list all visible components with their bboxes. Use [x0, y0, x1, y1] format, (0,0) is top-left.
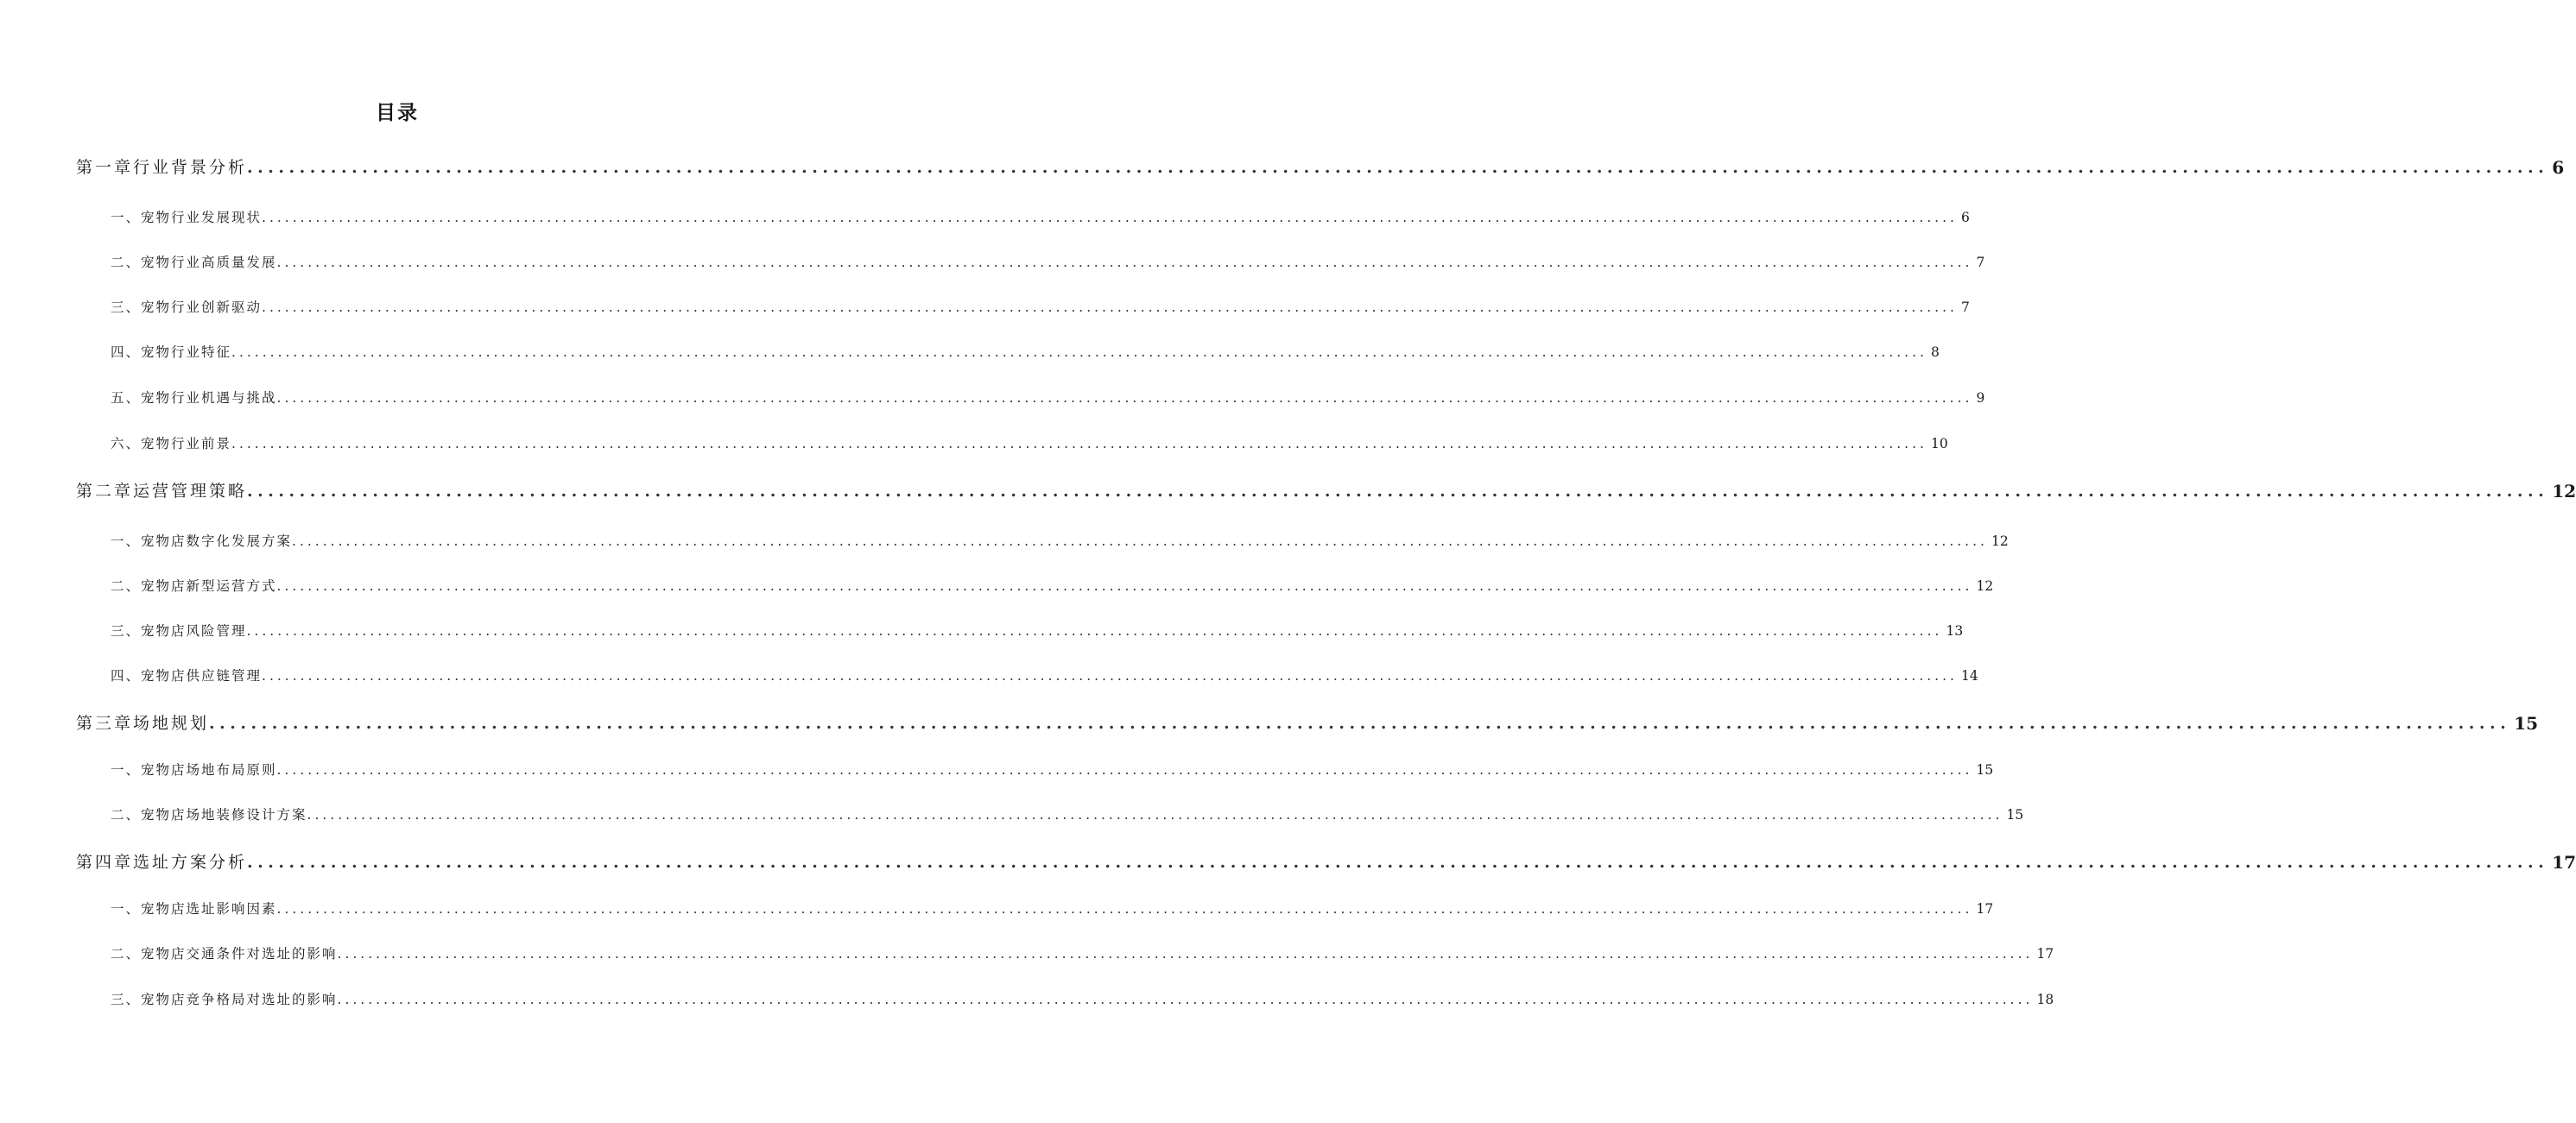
toc-page-number: 8 [1930, 344, 1940, 360]
toc-leader-dots: ............................................................................................................................................................................................................................ [276, 900, 1973, 917]
toc-title: 目录 [376, 102, 419, 124]
toc-section[interactable] [111, 574, 1994, 595]
toc-page-number: 13 [1946, 622, 1964, 639]
toc-entry-label: 一、宠物行业发展现状 [111, 209, 263, 225]
toc-entry-label: 三、宠物行业创新驱动 [111, 299, 263, 315]
toc-leader-dots: ............................................................................................................................................................................................................................ [247, 853, 2549, 872]
toc-section[interactable] [111, 987, 2054, 1008]
toc-entry-label: 三、宠物店竞争格局对选址的影响 [111, 991, 338, 1007]
toc-leader-dots: ............................................................................................................................................................................................................................ [337, 991, 2034, 1007]
toc-chapter[interactable] [76, 154, 2565, 178]
toc-page-number: 15 [2514, 713, 2539, 734]
toc-entry-label: 二、宠物店交通条件对选址的影响 [111, 945, 338, 962]
toc-entry-label: 第一章行业背景分析 [76, 158, 248, 177]
toc-section[interactable] [111, 340, 1940, 361]
toc-page-number: 12 [1976, 577, 1994, 594]
toc-entry-label: 二、宠物店新型运营方式 [111, 577, 277, 594]
toc-leader-dots: ............................................................................................................................................................................................................................ [262, 209, 1958, 225]
toc-section[interactable] [111, 205, 1970, 226]
toc-section[interactable] [111, 942, 2054, 962]
toc-leader-dots: ............................................................................................................................................................................................................................ [307, 806, 2003, 823]
toc-page-number: 17 [2552, 852, 2576, 873]
toc-page-number: 7 [1976, 254, 1985, 270]
toc-section[interactable] [111, 529, 2009, 550]
toc-leader-dots: ............................................................................................................................................................................................................................ [276, 577, 1973, 594]
toc-section[interactable] [111, 386, 1985, 407]
toc-page-number: 12 [1991, 533, 2009, 549]
toc-page-number: 18 [2036, 991, 2054, 1007]
toc-page-number: 17 [2036, 945, 2054, 962]
toc-entry-label: 五、宠物行业机遇与挑战 [111, 389, 277, 406]
toc-section[interactable] [111, 664, 1978, 685]
toc-leader-dots: ............................................................................................................................................................................................................................ [231, 435, 1927, 451]
toc-page-number: 6 [2552, 157, 2565, 178]
toc-leader-dots: ............................................................................................................................................................................................................................ [276, 761, 1973, 778]
toc-leader-dots: ............................................................................................................................................................................................................................ [292, 533, 1988, 549]
toc-entry-label: 二、宠物店场地装修设计方案 [111, 806, 307, 823]
toc-chapter[interactable] [76, 477, 2576, 502]
toc-leader-dots: ............................................................................................................................................................................................................................ [246, 622, 1943, 639]
toc-page-number: 9 [1976, 389, 1985, 406]
toc-entry-label: 四、宠物行业特征 [111, 344, 232, 360]
toc-page-number: 14 [1960, 667, 1978, 684]
toc-page-number: 6 [1960, 209, 1970, 225]
toc-section[interactable] [111, 897, 1994, 918]
toc-entry-label: 第三章场地规划 [76, 714, 210, 733]
toc-entry-label: 第四章选址方案分析 [76, 853, 248, 872]
toc-leader-dots: ............................................................................................................................................................................................................................ [247, 158, 2549, 177]
toc-section[interactable] [111, 758, 1994, 779]
toc-section[interactable] [111, 432, 1948, 452]
toc-entry-label: 二、宠物行业高质量发展 [111, 254, 277, 270]
toc-entry-label: 三、宠物店风险管理 [111, 622, 247, 639]
toc-page-number: 17 [1976, 900, 1994, 917]
toc-entry-label: 四、宠物店供应链管理 [111, 667, 263, 684]
toc-entry-label: 一、宠物店场地布局原则 [111, 761, 277, 778]
toc-page-number: 12 [2552, 481, 2576, 502]
toc-section[interactable] [111, 803, 2024, 823]
toc-page-number: 7 [1960, 299, 1970, 315]
toc-leader-dots: ............................................................................................................................................................................................................................ [247, 482, 2549, 501]
toc-entry-label: 六、宠物行业前景 [111, 435, 232, 451]
toc-leader-dots: ............................................................................................................................................................................................................................ [337, 945, 2034, 962]
toc-leader-dots: ............................................................................................................................................................................................................................ [276, 389, 1973, 406]
toc-chapter[interactable] [76, 710, 2539, 734]
toc-entry-label: 第二章运营管理策略 [76, 482, 248, 501]
toc-leader-dots: ............................................................................................................................................................................................................................ [262, 299, 1958, 315]
toc-section[interactable] [111, 295, 1970, 316]
toc-entry-label: 一、宠物店选址影响因素 [111, 900, 277, 917]
toc-leader-dots: ............................................................................................................................................................................................................................ [262, 667, 1958, 684]
toc-leader-dots: ............................................................................................................................................................................................................................ [276, 254, 1973, 270]
toc-page-number: 15 [2006, 806, 2024, 823]
toc-section[interactable] [111, 250, 1985, 271]
toc-page-number: 10 [1930, 435, 1948, 451]
toc-page-number: 15 [1976, 761, 1994, 778]
toc-leader-dots: ............................................................................................................................................................................................................................ [231, 344, 1927, 360]
toc-entry-label: 一、宠物店数字化发展方案 [111, 533, 293, 549]
toc-leader-dots: ............................................................................................................................................................................................................................ [209, 714, 2511, 733]
toc-section[interactable] [111, 619, 1964, 640]
toc-chapter[interactable] [76, 849, 2576, 873]
